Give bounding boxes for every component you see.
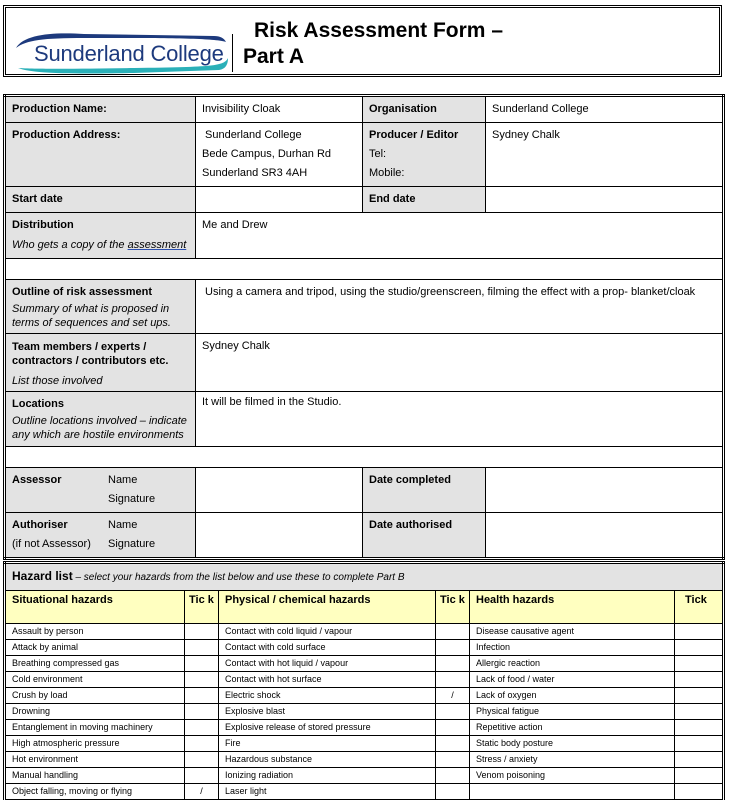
physical-hazard-item: Ionizing radiation <box>219 768 436 784</box>
title-line-2: Part A <box>243 45 305 68</box>
tick-header: Tic k <box>436 591 470 624</box>
health-hazard-item: Venom poisoning <box>470 768 675 784</box>
distribution-help: Who gets a copy of the assessment <box>12 239 187 251</box>
hazard-row <box>5 688 724 704</box>
situational-hazard-item: High atmospheric pressure <box>5 736 185 752</box>
health-tick-cell[interactable] <box>675 640 724 656</box>
end-date-field[interactable] <box>486 187 724 213</box>
physical-hazard-item: Electric shock <box>219 688 436 704</box>
physical-hazard-item: Contact with hot surface <box>219 672 436 688</box>
logo-text: Sunderland College <box>34 41 224 66</box>
situational-hazard-item: Crush by load <box>5 688 185 704</box>
hazard-row <box>5 624 724 640</box>
hazard-row <box>5 656 724 672</box>
situational-tick-cell[interactable] <box>185 736 219 752</box>
physical-hazard-item: Hazardous substance <box>219 752 436 768</box>
date-completed-field[interactable] <box>486 468 724 513</box>
physical-tick-cell[interactable] <box>436 720 470 736</box>
physical-tick-cell[interactable] <box>436 768 470 784</box>
physical-hazard-item: Explosive release of stored pressure <box>219 720 436 736</box>
health-hazard-item: Lack of food / water <box>470 672 675 688</box>
signature-label: Signature <box>108 493 156 505</box>
situational-tick-cell[interactable] <box>185 704 219 720</box>
assessor-field[interactable] <box>196 468 363 513</box>
situational-hazard-item: Drowning <box>5 704 185 720</box>
situational-hazard-item: Object falling, moving or flying <box>5 784 185 800</box>
physical-tick-cell[interactable] <box>436 656 470 672</box>
address-line: Sunderland SR3 4AH <box>202 167 308 179</box>
health-tick-cell[interactable] <box>675 752 724 768</box>
hazard-row <box>5 752 724 768</box>
outline-field[interactable]: Using a camera and tripod, using the studio/greenscreen, filming the effect with a prop- blanket/cloak <box>196 280 724 334</box>
physical-hazard-item: Contact with cold surface <box>219 640 436 656</box>
physical-hazard-item: Laser light <box>219 784 436 800</box>
situational-tick-cell[interactable] <box>185 768 219 784</box>
page-title <box>243 18 503 68</box>
production-address-label: Production Address: <box>5 123 196 187</box>
hazard-list-title: Hazard list <box>12 569 73 583</box>
title-line-1: Risk Assessment Form – <box>254 19 503 42</box>
authoriser-label-cell <box>5 513 196 559</box>
situational-tick-cell[interactable] <box>185 672 219 688</box>
hazard-row <box>5 640 724 656</box>
physical-hazards-header: Physical / chemical hazards <box>219 591 436 624</box>
situational-hazards-header: Situational hazards <box>5 591 185 624</box>
health-hazard-item <box>470 784 675 800</box>
health-tick-cell[interactable] <box>675 688 724 704</box>
situational-hazard-item: Breathing compressed gas <box>5 656 185 672</box>
situational-hazard-item: Assault by person <box>5 624 185 640</box>
health-hazards-header: Health hazards <box>470 591 675 624</box>
health-tick-cell[interactable] <box>675 672 724 688</box>
health-tick-cell[interactable] <box>675 704 724 720</box>
authoriser-field[interactable] <box>196 513 363 559</box>
start-date-field[interactable] <box>196 187 363 213</box>
signature-label: Signature <box>108 538 156 550</box>
health-tick-cell[interactable] <box>675 656 724 672</box>
production-name-field[interactable]: Invisibility Cloak <box>196 96 363 123</box>
physical-tick-cell[interactable] <box>436 784 470 800</box>
date-authorised-field[interactable] <box>486 513 724 559</box>
situational-tick-cell[interactable] <box>185 752 219 768</box>
production-name-label: Production Name: <box>5 96 196 123</box>
locations-label-cell <box>5 392 196 447</box>
health-hazard-item: Allergic reaction <box>470 656 675 672</box>
health-tick-cell[interactable] <box>675 768 724 784</box>
risk-assessment-form <box>3 94 725 560</box>
outline-label: Outline of risk assessment <box>12 286 152 298</box>
team-label: Team members / experts / contractors / contributors etc. <box>12 341 169 367</box>
physical-tick-cell[interactable] <box>436 752 470 768</box>
tel-label: Tel: <box>369 148 387 160</box>
organisation-label: Organisation <box>363 96 486 123</box>
hazard-row <box>5 704 724 720</box>
spacer-row <box>5 447 724 468</box>
situational-hazard-item: Cold environment <box>5 672 185 688</box>
situational-tick-cell[interactable] <box>185 624 219 640</box>
hazard-row <box>5 768 724 784</box>
not-assessor-label: (if not Assessor) <box>12 538 91 550</box>
end-date-label: End date <box>363 187 486 213</box>
health-tick-cell[interactable] <box>675 720 724 736</box>
hazard-row <box>5 784 724 800</box>
team-label-cell <box>5 334 196 392</box>
physical-tick-cell[interactable] <box>436 672 470 688</box>
hazard-list-table <box>3 561 725 800</box>
assessor-label: Assessor <box>12 474 62 486</box>
situational-hazard-item: Hot environment <box>5 752 185 768</box>
physical-hazard-item: Contact with cold liquid / vapour <box>219 624 436 640</box>
physical-hazard-item: Contact with hot liquid / vapour <box>219 656 436 672</box>
tick-header: Tick <box>675 591 724 624</box>
team-help: List those involved <box>12 375 103 387</box>
name-label: Name <box>108 474 138 486</box>
hazard-list-instructions: – select your hazards from the list below and use these to complete Part B <box>72 572 405 583</box>
hazard-row <box>5 720 724 736</box>
situational-tick-cell[interactable] <box>185 688 219 704</box>
health-hazard-item: Static body posture <box>470 736 675 752</box>
situational-hazard-item: Manual handling <box>5 768 185 784</box>
situational-tick-cell[interactable]: / <box>185 784 219 800</box>
health-hazard-item: Lack of oxygen <box>470 688 675 704</box>
header-divider <box>232 34 233 72</box>
assessor-label-cell <box>5 468 196 513</box>
producer-label-cell <box>363 123 486 187</box>
start-date-label: Start date <box>5 187 196 213</box>
authoriser-label: Authoriser <box>12 519 68 531</box>
spacer-row <box>5 259 724 280</box>
physical-tick-cell[interactable] <box>436 704 470 720</box>
distribution-field[interactable]: Me and Drew <box>196 213 724 259</box>
physical-hazard-item: Explosive blast <box>219 704 436 720</box>
locations-field[interactable]: It will be filmed in the Studio. <box>196 392 724 447</box>
hazard-row <box>5 736 724 752</box>
date-authorised-label: Date authorised <box>363 513 486 559</box>
production-address-field[interactable] <box>196 123 363 187</box>
locations-label: Locations <box>12 398 64 410</box>
health-tick-cell[interactable] <box>675 784 724 800</box>
hazard-row <box>5 672 724 688</box>
health-hazard-item: Physical fatigue <box>470 704 675 720</box>
address-line: Bede Campus, Durhan Rd <box>202 148 332 160</box>
health-hazard-item: Disease causative agent <box>470 624 675 640</box>
situational-hazard-item: Attack by animal <box>5 640 185 656</box>
mobile-label: Mobile: <box>369 167 405 179</box>
physical-tick-cell[interactable] <box>436 640 470 656</box>
situational-tick-cell[interactable] <box>185 720 219 736</box>
physical-tick-cell[interactable] <box>436 736 470 752</box>
health-tick-cell[interactable] <box>675 624 724 640</box>
physical-hazard-item: Fire <box>219 736 436 752</box>
hazard-list-header <box>5 563 724 591</box>
name-label: Name <box>108 519 138 531</box>
health-hazard-item: Infection <box>470 640 675 656</box>
health-hazard-item: Stress / anxiety <box>470 752 675 768</box>
form-header <box>3 5 722 77</box>
locations-help: Outline locations involved – indicate any which are hostile environments <box>12 415 187 441</box>
distribution-label: Distribution <box>12 219 74 231</box>
distribution-label-cell <box>5 213 196 259</box>
outline-label-cell <box>5 280 196 334</box>
producer-label: Producer / Editor <box>369 129 459 141</box>
situational-tick-cell[interactable] <box>185 656 219 672</box>
physical-tick-cell[interactable]: / <box>436 688 470 704</box>
health-tick-cell[interactable] <box>675 736 724 752</box>
producer-field[interactable]: Sydney Chalk <box>486 123 724 187</box>
situational-tick-cell[interactable] <box>185 640 219 656</box>
date-completed-label: Date completed <box>363 468 486 513</box>
team-field[interactable]: Sydney Chalk <box>196 334 724 392</box>
tick-header: Tic k <box>185 591 219 624</box>
situational-hazard-item: Entanglement in moving machinery <box>5 720 185 736</box>
outline-help: Summary of what is proposed in terms of sequences and set ups. <box>12 303 171 329</box>
sunderland-college-logo <box>14 30 229 78</box>
physical-tick-cell[interactable] <box>436 624 470 640</box>
organisation-field[interactable]: Sunderland College <box>486 96 724 123</box>
health-hazard-item: Repetitive action <box>470 720 675 736</box>
address-line: Sunderland College <box>205 129 302 141</box>
